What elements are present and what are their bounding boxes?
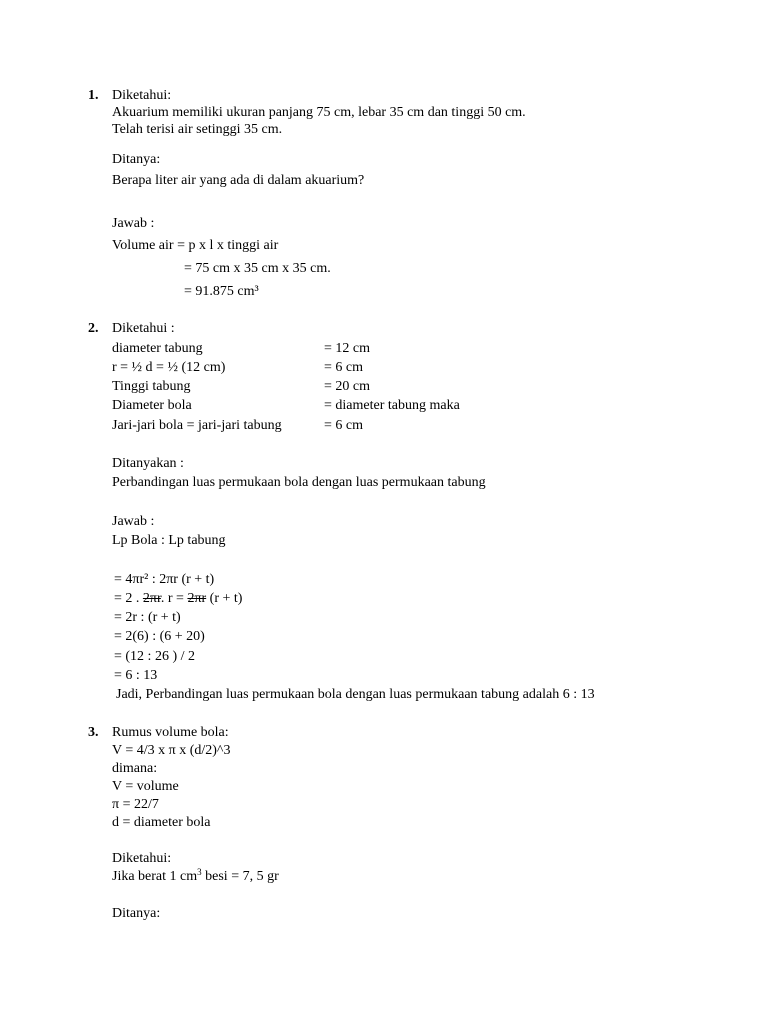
q1-jawab-label: Jawab :	[112, 216, 155, 231]
q2-step-5: = (12 : 26 ) / 2	[114, 649, 195, 664]
q3-dimana: dimana:	[112, 761, 158, 776]
q2-given-label: Diameter bola	[112, 398, 192, 413]
q1-question-text: Berapa liter air yang ada di dalam akuarium?	[112, 173, 365, 188]
q1-given-line-2: Telah terisi air setinggi 35 cm.	[112, 122, 283, 137]
q3-given-weight: Jika berat 1 $cm^3$ besi = 7, 5 gr	[112, 867, 279, 884]
q3-d-definition: d = diameter bola	[112, 815, 211, 830]
q2-given-value: = diameter tabung maka	[324, 398, 460, 413]
q2-given-value: = 6 cm	[324, 360, 363, 375]
q2-step-1: = 4πr² : 2πr (r + t)	[114, 572, 215, 587]
question-2-number: 2.	[88, 321, 99, 336]
q2-step-3: = 2r : (r + t)	[114, 610, 181, 625]
q2-given-label: r = ½ d = ½ (12 cm)	[112, 360, 226, 375]
q2-given-label: diameter tabung	[112, 341, 203, 356]
q3-diketahui-label: Diketahui:	[112, 851, 172, 866]
q3-ditanya-label: Ditanya:	[112, 906, 161, 921]
q1-step-2: = 75 cm x 35 cm x 35 cm.	[184, 261, 331, 276]
q2-conclusion: Jadi, Perbandingan luas permukaan bola dengan luas permukaan tabung adalah 6 : 13	[116, 687, 595, 702]
q1-step-1: Volume air = p x l x tinggi air	[112, 238, 279, 253]
q3-rumus-label: Rumus volume bola:	[112, 725, 229, 740]
q2-ditanyakan-label: Ditanyakan :	[112, 456, 184, 471]
q1-diketahui-label: Diketahui:	[112, 88, 172, 103]
q2-given-value: = 6 cm	[324, 418, 363, 433]
q2-formula: Lp Bola : Lp tabung	[112, 533, 226, 548]
q2-given-label: Jari-jari bola = jari-jari tabung	[112, 418, 282, 433]
q2-question-text: Perbandingan luas permukaan bola dengan luas permukaan tabung	[112, 475, 486, 490]
q1-ditanya-label: Ditanya:	[112, 152, 161, 167]
question-3-number: 3.	[88, 725, 99, 740]
q2-step-4: = 2(6) : (6 + 20)	[114, 629, 205, 644]
q2-diketahui-label: Diketahui :	[112, 321, 175, 336]
cancelled-term: 2πr	[142, 591, 161, 606]
q3-rumus: V = 4/3 x π x (d/2)^3	[112, 743, 231, 758]
q2-given-value: = 12 cm	[324, 341, 370, 356]
q2-step-2: = 2 . 2πr. r = 2πr (r + t)	[114, 591, 243, 606]
q1-given-line-1: Akuarium memiliki ukuran panjang 75 cm, lebar 35 cm dan tinggi 50 cm.	[112, 105, 526, 120]
q1-step-3: = 91.875 cm³	[184, 284, 259, 299]
question-1-number: 1.	[88, 88, 99, 103]
q3-pi-definition: π = 22/7	[112, 797, 159, 812]
q2-given-label: Tinggi tabung	[112, 379, 191, 394]
q3-v-definition: V = volume	[112, 779, 179, 794]
cancelled-term: 2πr	[187, 591, 207, 606]
q2-jawab-label: Jawab :	[112, 514, 155, 529]
q2-given-value: = 20 cm	[324, 379, 370, 394]
q2-step-6: = 6 : 13	[114, 668, 158, 683]
